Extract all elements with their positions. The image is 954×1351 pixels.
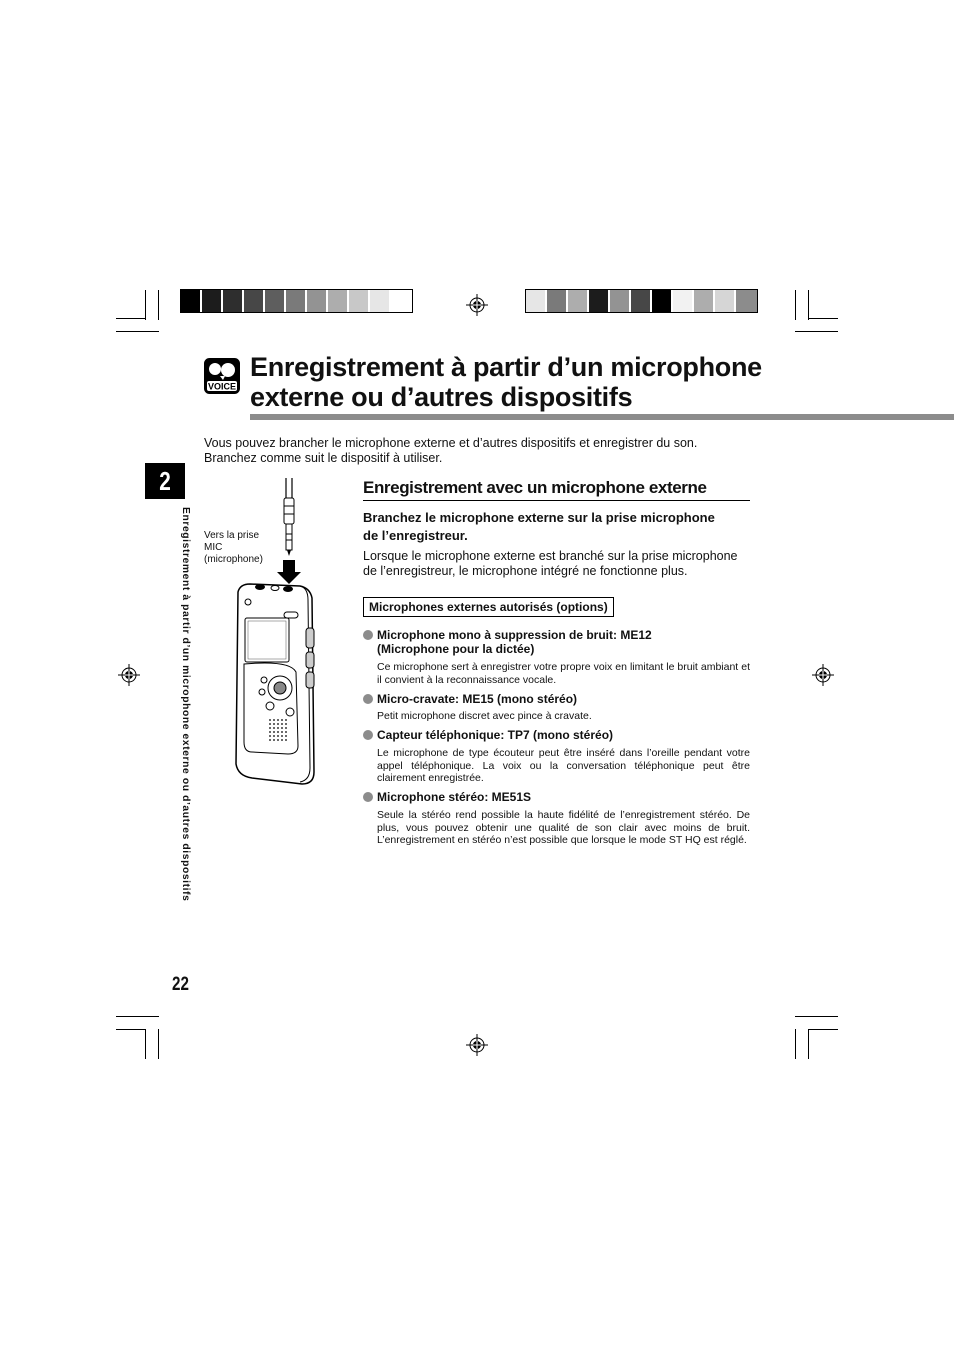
microphone-item-description: Petit microphone discret avec pince à cravate.: [377, 710, 592, 722]
color-swatch: [328, 290, 349, 312]
crop-mark: [808, 1029, 809, 1059]
crop-mark: [795, 1029, 796, 1059]
instruction-line: Branchez le microphone externe sur la prise microphone: [363, 510, 715, 525]
crop-mark: [808, 290, 809, 320]
color-swatch: [694, 290, 715, 312]
voice-icon-label: VOICE: [207, 381, 237, 392]
item-title-line: Micro-cravate: ME15 (mono stéréo): [377, 692, 578, 706]
color-swatch: [589, 290, 610, 312]
page-title-line: Enregistrement à partir d’un microphone: [250, 352, 762, 382]
crop-mark: [145, 290, 146, 320]
microphone-item-title: [363, 628, 753, 656]
microphone-item-title: [363, 692, 753, 706]
color-swatch: [244, 290, 265, 312]
crop-mark: [795, 290, 796, 320]
options-label-box: Microphones externes autorisés (options): [363, 597, 614, 617]
item-title-line: (Microphone pour la dictée): [377, 642, 535, 656]
page-title: [250, 352, 890, 412]
color-swatch: [202, 290, 223, 312]
crop-mark: [808, 318, 838, 319]
microphone-item-description: Seule la stéréo rend possible la haute fidélité de l’enregistrement stéréo. De plus, vous pouvez obtenir une qualité de son clair avec moins de bruit. L’enregistrement en stéréo n’est possible que lorsque le mode ST HQ est réglé.: [377, 809, 750, 847]
bullet-icon: [363, 694, 373, 704]
instruction-body-line: Lorsque le microphone externe est branché sur la prise microphone: [363, 549, 738, 563]
crop-mark: [116, 1016, 159, 1017]
microphone-item-title: [363, 790, 753, 804]
color-swatch: [370, 290, 391, 312]
color-swatch: [568, 290, 589, 312]
color-swatch: [181, 290, 202, 312]
color-swatch: [652, 290, 673, 312]
instruction-heading: [363, 509, 753, 545]
color-swatch: [631, 290, 652, 312]
crop-mark: [158, 1029, 159, 1059]
item-title-line: Microphone stéréo: ME51S: [377, 790, 532, 804]
crop-mark: [795, 331, 838, 332]
intro-line: Vous pouvez brancher le microphone externe et d’autres dispositifs et enregistrer du son.: [204, 436, 698, 450]
crop-mark: [158, 290, 159, 320]
crop-mark: [116, 318, 146, 319]
caption-line: (microphone): [204, 554, 263, 566]
bullet-icon: [363, 630, 373, 640]
caption-line: Vers la prise: [204, 530, 260, 541]
color-swatch: [349, 290, 370, 312]
crop-mark: [145, 1029, 146, 1059]
color-swatch: [265, 290, 286, 312]
registration-mark-icon: [466, 1034, 488, 1056]
voice-icon: [204, 358, 240, 394]
title-underline: [250, 414, 954, 420]
instruction-line: de l’enregistreur.: [363, 528, 468, 543]
color-swatch: [547, 290, 568, 312]
intro-line: Branchez comme suit le dispositif à utiliser.: [204, 450, 443, 465]
color-swatch: [391, 290, 412, 312]
color-swatch: [286, 290, 307, 312]
color-swatch: [736, 290, 757, 312]
intro-paragraph: [204, 436, 764, 465]
voice-recorder-illustration: [200, 476, 330, 796]
color-swatch: [715, 290, 736, 312]
item-title-line: Capteur téléphonique: TP7 (mono stéréo): [377, 728, 614, 742]
crop-mark: [795, 1016, 838, 1017]
color-bar-left: [181, 290, 412, 312]
crop-mark: [116, 1029, 146, 1030]
color-swatch: [610, 290, 631, 312]
microphone-item-title: [363, 728, 753, 742]
bullet-icon: [363, 792, 373, 802]
registration-mark-icon: [466, 294, 488, 316]
instruction-body-line: de l’enregistreur, le microphone intégré ne fonctionne plus.: [363, 563, 688, 578]
page-number: 22: [172, 974, 189, 995]
bullet-icon: [363, 730, 373, 740]
crop-mark: [808, 1029, 838, 1030]
color-swatch: [307, 290, 328, 312]
color-swatch: [526, 290, 547, 312]
microphone-item-description: Ce microphone sert à enregistrer votre propre voix en limitant le bruit ambiant et il convient à la reconnaissance vocale.: [377, 661, 750, 686]
section-title: Enregistrement avec un microphone externe: [363, 478, 750, 501]
color-swatch: [673, 290, 694, 312]
page-title-line: externe ou d’autres dispositifs: [250, 382, 633, 412]
color-bar-right: [526, 290, 757, 312]
item-title-line: Microphone mono à suppression de bruit: ME12: [377, 628, 652, 642]
chapter-side-label: Enregistrement à partir d’un microphone externe ou d’autres dispositifs: [180, 507, 191, 902]
instruction-body: [363, 549, 753, 578]
registration-mark-icon: [118, 664, 140, 686]
microphone-item-description: Le microphone de type écouteur peut être inséré dans l’oreille pendant votre appel téléphonique. La voix ou la conversation téléphonique peut être clairement enregistrée.: [377, 747, 750, 785]
color-swatch: [223, 290, 244, 312]
registration-mark-icon: [812, 664, 834, 686]
caption-line: MIC: [204, 542, 223, 554]
chapter-tab: 2: [145, 463, 185, 499]
crop-mark: [116, 331, 159, 332]
